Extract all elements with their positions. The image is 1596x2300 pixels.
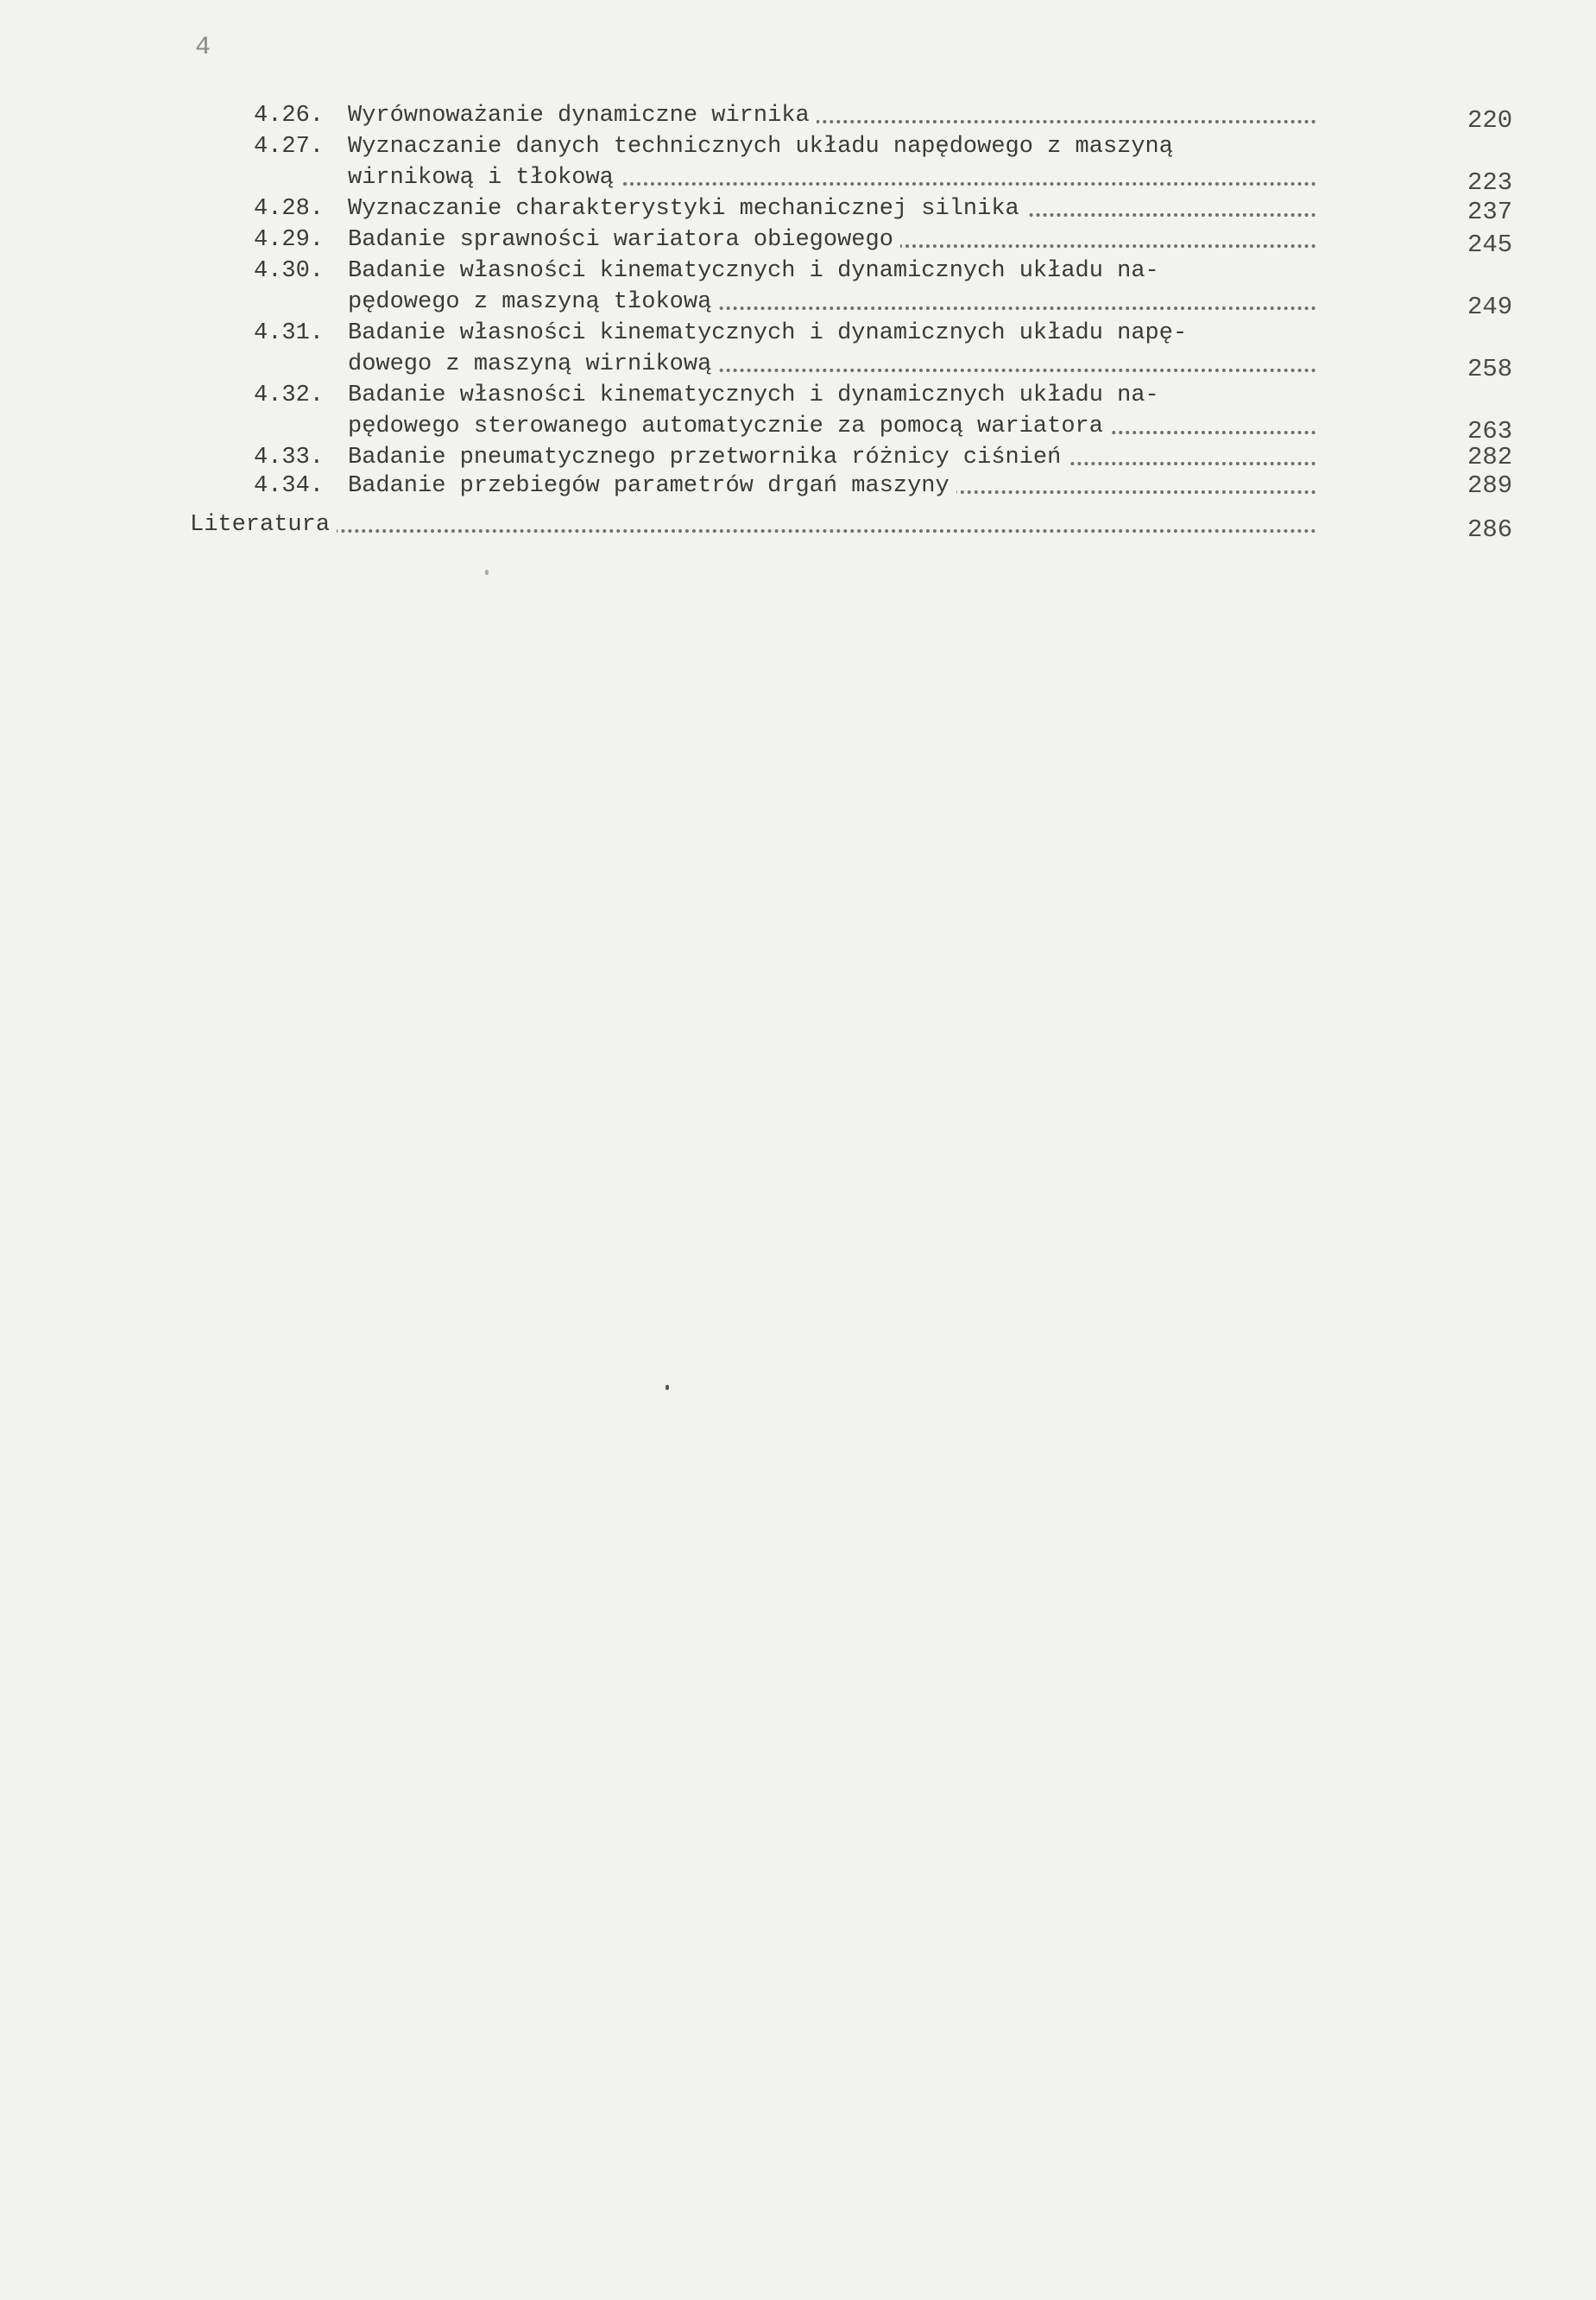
toc-entry-title-line: dowego z maszyną wirnikową	[348, 351, 718, 377]
toc-entry-title	[348, 100, 1316, 131]
toc-entry-number: 4.30.	[254, 258, 325, 284]
toc-entry-page: 263	[1467, 417, 1513, 445]
toc-entry-title-line: Badanie własności kinematycznych i dynamicznych układu na-	[348, 382, 1159, 408]
toc-entry-page: 258	[1467, 355, 1513, 383]
toc-entry-page: 286	[1467, 515, 1513, 544]
toc-entry-title	[348, 380, 1316, 411]
toc-entry-title-line: Wyrównoważanie dynamiczne wirnika	[348, 103, 817, 129]
toc-entry-title	[348, 162, 1316, 193]
toc-entry-number: 4.33.	[254, 445, 325, 471]
toc-entry-title	[348, 411, 1316, 442]
toc-entry-number: 4.28.	[254, 196, 325, 222]
scan-speck	[666, 1385, 669, 1390]
toc-entry-page: 249	[1467, 293, 1513, 321]
toc-entry-page: 237	[1467, 198, 1513, 226]
toc-entry-number: 4.27.	[254, 134, 325, 160]
toc-entry-title	[348, 318, 1316, 349]
toc-entry-title	[348, 442, 1316, 473]
toc-entry-title	[348, 471, 1316, 502]
toc-entry-title-line: Badanie własności kinematycznych i dynamicznych układu napę-	[348, 320, 1188, 346]
toc-entry-title-line: pędowego z maszyną tłokową	[348, 289, 718, 315]
toc-entry-page: 220	[1467, 106, 1513, 135]
scan-speck	[485, 570, 489, 575]
page-number: 4	[195, 33, 211, 62]
toc-entry-number: 4.29.	[254, 227, 325, 253]
toc-entry-title-line: wirnikową i tłokową	[348, 165, 621, 191]
toc-entry-page: 289	[1467, 471, 1513, 500]
toc-entry-number: 4.31.	[254, 320, 325, 346]
toc-entry-title	[348, 287, 1316, 318]
toc-entry-title	[348, 224, 1316, 256]
toc-entry-title-line: Badanie własności kinematycznych i dynamicznych układu na-	[348, 258, 1159, 284]
toc-entry-title-line: Badanie pneumatycznego przetwornika różnicy ciśnień	[348, 445, 1068, 471]
toc-entry-title-line: pędowego sterowanego automatycznie za pomocą wariatora	[348, 414, 1110, 439]
toc-entry-title	[348, 349, 1316, 380]
toc-entry-title-line: Wyznaczanie charakterystyki mechanicznej silnika	[348, 196, 1026, 222]
toc-entry-page: 223	[1467, 168, 1513, 197]
toc-entry-title	[348, 131, 1316, 162]
toc-entry-title-line: Wyznaczanie danych technicznych układu napędowego z maszyną	[348, 134, 1173, 160]
toc-entry-page: 245	[1467, 231, 1513, 259]
toc-entry-title-line: Badanie przebiegów parametrów drgań maszyny	[348, 473, 956, 499]
toc-entry-title-line: Badanie sprawności wariatora obiegowego	[348, 227, 900, 253]
toc-entry-title	[348, 193, 1316, 224]
toc-entry-number: 4.26.	[254, 103, 325, 129]
toc-entry-title	[348, 256, 1316, 287]
toc-entry-number: 4.34.	[254, 473, 325, 499]
toc-entry-page: 282	[1467, 443, 1513, 471]
literatura-label: Literatura	[190, 512, 337, 538]
toc-entry-number: 4.32.	[254, 382, 325, 408]
toc-entry-title	[190, 509, 1316, 540]
